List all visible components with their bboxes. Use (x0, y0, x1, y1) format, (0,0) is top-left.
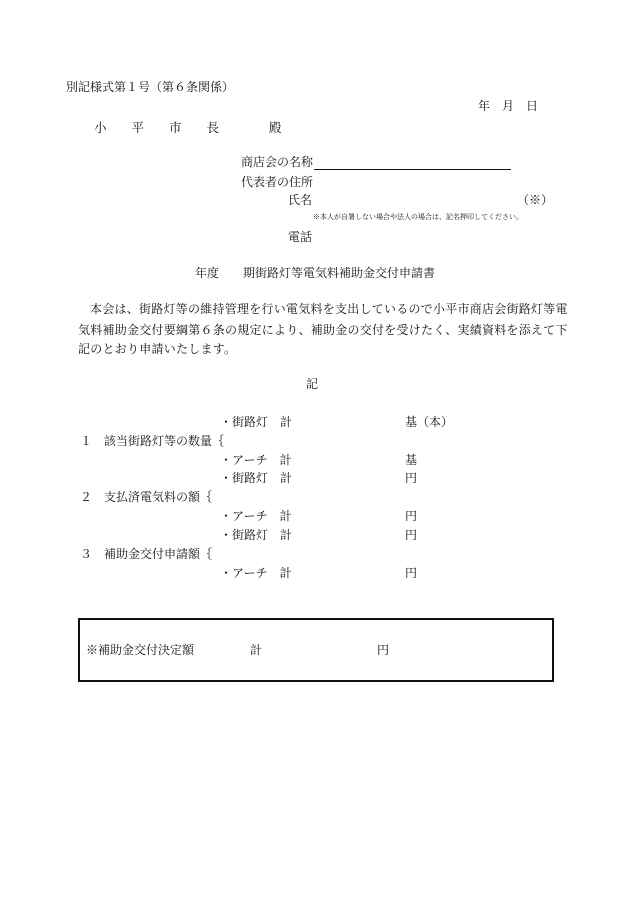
decision-total: 計 (250, 643, 263, 657)
phone-label: 電話 (288, 230, 313, 244)
body-line-2: 気料補助金交付要綱第６条の規定により、補助金の交付を受けたく、実績資料を添えて下 (78, 323, 568, 337)
addressee: 小 平 市 長 殿 (94, 120, 282, 135)
item3-row2-name: ・アーチ 計 (220, 566, 292, 580)
item2-row1-name: ・街路灯 計 (220, 471, 293, 485)
item1-row2-unit: 基 (405, 453, 418, 467)
ki-heading: 記 (306, 377, 319, 391)
item3-row1-name: ・街路灯 計 (220, 528, 293, 542)
rep-address-label: 代表者の住所 (241, 175, 314, 189)
item2-row2-name: ・アーチ 計 (220, 509, 292, 523)
item2-row1-unit: 円 (405, 471, 418, 485)
decision-label: ※補助金交付決定額 (86, 643, 195, 657)
item3-row2-unit: 円 (405, 566, 418, 580)
seal-mark: （※） (517, 193, 554, 207)
item2-row2-unit: 円 (405, 509, 418, 523)
form-header: 別記様式第１号（第６条関係） (66, 80, 235, 94)
item1-row2-name: ・アーチ 計 (220, 453, 292, 467)
decision-yen: 円 (377, 643, 390, 657)
item1-row1-unit: 基（本） (405, 415, 454, 429)
document-title: 年度 期街路灯等電気料補助金交付申請書 (195, 266, 436, 280)
decision-box (78, 618, 554, 682)
item3-row1-unit: 円 (405, 528, 418, 542)
body-line-3: 記のとおり申請いたします。 (78, 342, 237, 356)
item3-label: ３ 補助金交付申請額｛ (80, 547, 213, 561)
item2-label: ２ 支払済電気料の額｛ (80, 490, 213, 504)
date-line: 年 月 日 (478, 99, 539, 113)
item1-label: １ 該当街路灯等の数量｛ (80, 434, 225, 448)
seal-note: ※本人が自署しない場合や法人の場合は、記名押印してください。 (313, 213, 523, 221)
assoc-name-underline (314, 169, 511, 170)
assoc-name-label: 商店会の名称 (241, 155, 314, 169)
item1-row1-name: ・街路灯 計 (220, 415, 293, 429)
name-label: 氏名 (288, 193, 313, 207)
body-line-1: 本会は、街路灯等の維持管理を行い電気料を支出しているので小平市商店会街路灯等電 (90, 302, 568, 316)
